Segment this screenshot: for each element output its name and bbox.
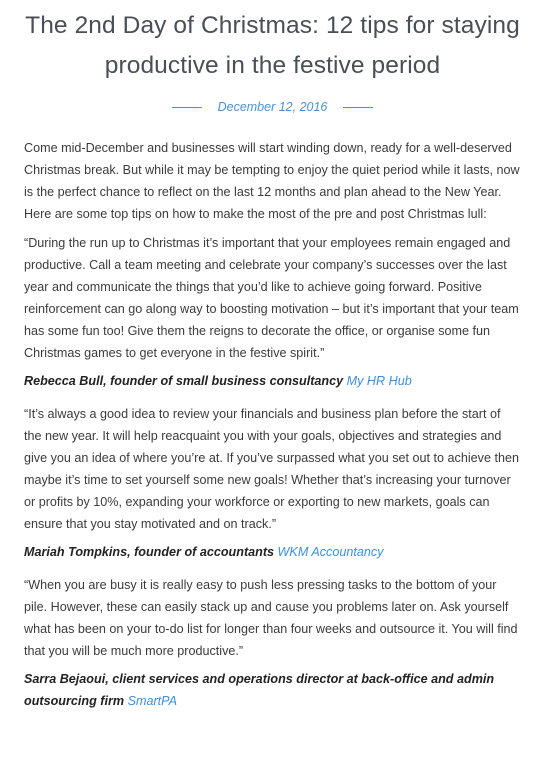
post-date: December 12, 2016 <box>217 100 328 114</box>
attribution-3 <box>24 668 521 712</box>
smartpa-link[interactable]: SmartPA <box>127 694 178 708</box>
article-body <box>24 137 521 712</box>
intro-paragraph: Come mid-December and businesses will start winding down, ready for a well-deserved Christmas break. But while it may be tempting to enjoy the quiet period while it lasts, now is the perfect chance to reflect on the last 12 months and plan ahead to the New Year. Here are some top tips on how to make the most of the pre and post Christmas lull: <box>24 141 520 221</box>
attribution-text-3: Sarra Bejaoui, client services and operations director at back-office and admin outsourcing firm <box>24 672 495 708</box>
date-row <box>24 96 521 118</box>
quote-paragraph-2: “It’s always a good idea to review your financials and business plan before the start of the new year. It will help reacquaint you with your goals, objectives and strategies and give you an idea of where you’re at. If you’ve surpassed what you set out to achieve then maybe it’s time to set yourself some new goals! Whether that’s increasing your turnover or profits by 10%, expanding your workforce or exporting to new markets, goals can ensure that you stay motivated and on track.” <box>24 407 519 531</box>
date-divider-left <box>172 107 202 108</box>
attribution-text-1: Rebecca Bull, founder of small business consultancy <box>24 374 347 388</box>
date-divider-right <box>343 107 373 108</box>
attribution-2 <box>24 541 521 563</box>
attribution-1 <box>24 370 521 392</box>
article-title: The 2nd Day of Christmas: 12 tips for staying productive in the festive period <box>25 12 520 79</box>
attribution-text-2: Mariah Tompkins, founder of accountants <box>24 545 278 559</box>
quote-paragraph-1: “During the run up to Christmas it’s important that your employees remain engaged and productive. Call a team meeting and celebrate your company’s successes over the last year and communicate the things that you’d like to achieve going forward. Positive reinforcement can go along way to boosting motivation – but it’s important that your team has some fun too! Give them the reigns to decorate the office, or organise some fun Christmas games to get everyone in the festive spirit.” <box>24 236 519 360</box>
quote-paragraph-3: “When you are busy it is really easy to push less pressing tasks to the bottom of your pile. However, these can easily stack up and cause you problems later on. Ask yourself what has been on your to-do list for longer than four weeks and outsource it. You will find that you will be much more productive.” <box>24 578 518 658</box>
wkm-accountancy-link[interactable]: WKM Accountancy <box>277 545 384 559</box>
my-hr-hub-link[interactable]: My HR Hub <box>346 374 412 388</box>
